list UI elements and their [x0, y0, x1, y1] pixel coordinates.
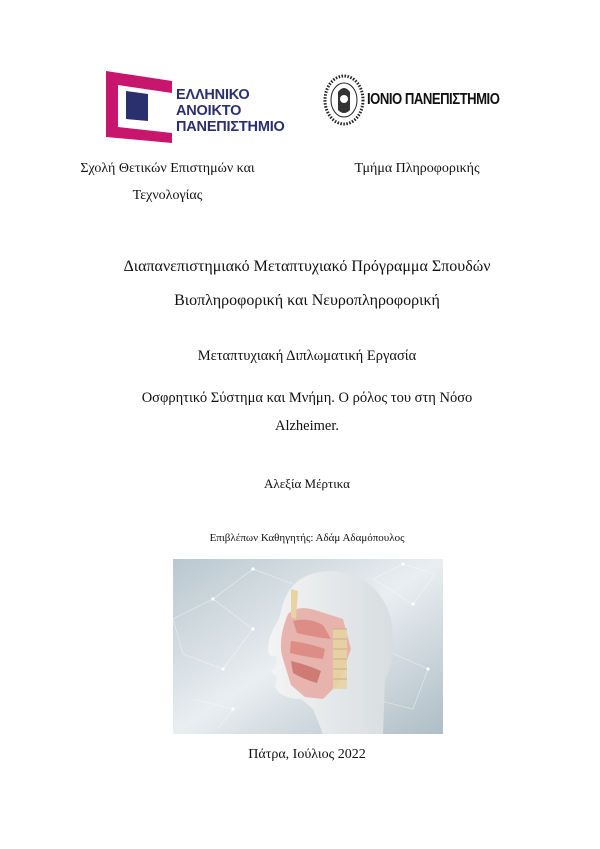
author-name: Αλεξία Μέρτικα	[264, 476, 350, 491]
thesis-title-line-1: Οσφρητικό Σύστημα και Μνήμη. Ο ρόλος του στη Νόσο	[141, 390, 473, 406]
head-anatomy-illustration	[173, 559, 443, 734]
school-line: Τεχνολογίας	[132, 188, 203, 203]
thesis-type: Μεταπτυχιακή Διπλωματική Εργασία	[197, 348, 417, 364]
eap-emblem-icon	[106, 71, 172, 143]
eap-logo-text	[176, 87, 296, 135]
program-line-1: Διαπανεπιστημιακό Μεταπτυχιακό Πρόγραμμα Σπουδών	[123, 258, 491, 275]
program-title	[40, 250, 574, 318]
thesis-title-line-2: Alzheimer.	[274, 418, 340, 434]
school-line: Σχολή Θετικών Επιστημών και	[80, 161, 255, 176]
thesis-title	[95, 384, 519, 440]
ionio-logo-text: ΙΟΝΙΟ ΠΑΝΕΠΙΣΤΗΜΙΟ	[367, 91, 500, 108]
eap-logo-line: ΑΝΟΙΚΤΟ	[176, 103, 242, 119]
ionio-logo	[322, 72, 512, 130]
department-name: Τμήμα Πληροφορικής	[354, 161, 480, 176]
eap-logo-line: ΠΑΝΕΠΙΣΤΗΜΙΟ	[176, 119, 285, 135]
supervisor: Επιβλέπων Καθηγητής: Αδάμ Αδαμόπουλος	[209, 532, 405, 544]
eap-logo-line: ΕΛΛΗΝΙΚΟ	[176, 87, 250, 103]
school-name	[80, 155, 255, 209]
eap-logo	[106, 71, 292, 143]
place-date: Πάτρα, Ιούλιος 2022	[248, 747, 366, 762]
program-line-2: Βιοπληροφορική και Νευροπληροφορική	[174, 292, 440, 309]
ionio-seal-icon	[322, 72, 366, 128]
cover-image	[173, 559, 443, 734]
